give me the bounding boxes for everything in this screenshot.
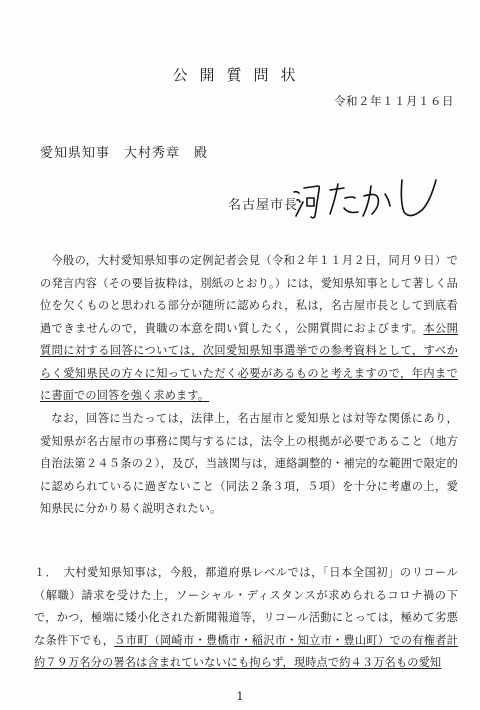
paragraph-1-underlined: 本公開質問に対する回答については，次回愛知県知事選挙での参考資料として，すべからく愛知県民の方々に知っていただく必要があるものと考えますので，年内までに書面での回答を強く求めます。 (40, 321, 458, 402)
paragraph-2-text: なお，回答に当たっては，法律上，名古屋市と愛知県とは対等な関係にあり，愛知県が名古屋市の事務に関与するには，法令上の根拠が必要であること（地方自治法第２４５条の２），及び，当該関与は，連絡調整的・補完的な範囲で限定的に認められているに過ぎないこと（同法２条３項，５項）を十分に考慮の上，愛知県民に分かり易く説明されたい。 (40, 412, 458, 515)
item-1-underlined: ５市町（岡崎市・豊橋市・稲沢市・知立市・豊山町）での有権者計約７９万名分の署名は含まれていないにも拘らず，現時点で約４３万名もの愛知 (34, 633, 458, 669)
paragraph-1 (40, 250, 458, 408)
addressee: 愛知県知事 大村秀章 殿 (40, 146, 209, 161)
numbered-item-1 (34, 562, 458, 675)
paragraph-1-text: 今般の，大村愛知県知事の定例記者会見（令和２年１１月２日，同月９日）での発言内容（その要旨抜粋は，別紙のとおり。）には，愛知県知事として著しく品位を欠くものと思われる部分が随所に認められ，私は，名古屋市長として到底看過できませんので，貴職の本意を問い質したく，公開質問におよびます。 (40, 254, 458, 335)
sender-title: 名古屋市長 (228, 198, 299, 213)
item-number: １． (34, 566, 58, 579)
document-title: 公開質問状 (172, 66, 308, 84)
document-date: 令和２年１１月１６日 (334, 94, 454, 108)
paragraph-2 (40, 408, 458, 521)
handwritten-signature (290, 158, 440, 224)
item-1-text: 大村愛知県知事は，今般，都道府県レベルでは，「日本全国初」のリコール（解職）請求を受けた上，ソーシャル・ディスタンスが求められるコロナ禍の下で，かつ，極端に矮小化された新聞報道等，リコール活動にとっては，極めて劣悪な条件下でも， (34, 566, 458, 647)
page-number: 1 (236, 690, 244, 703)
